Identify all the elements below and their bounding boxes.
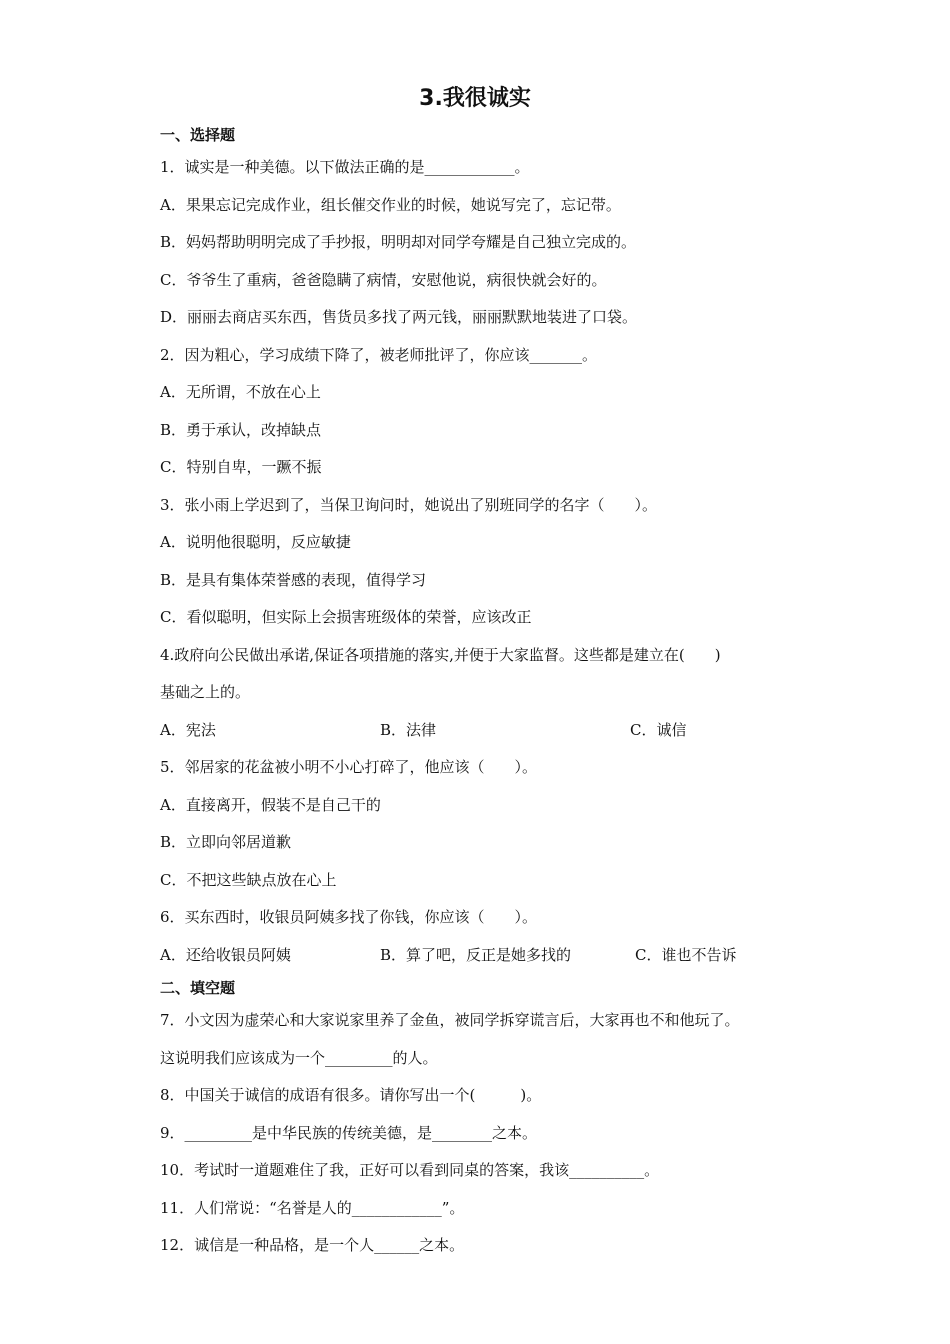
question-2-option-b: B．勇于承认，改掉缺点: [160, 420, 322, 439]
section-heading-fill-blank: 二、填空题: [160, 979, 236, 997]
question-8: 8．中国关于诚信的成语有很多。请你写出一个( )。: [160, 1086, 542, 1104]
question-3-option-c: C．看似聪明，但实际上会损害班级体的荣誉，应该改正: [160, 608, 532, 626]
question-3-stem: 3．张小雨上学迟到了，当保卫询问时，她说出了别班同学的名字（ ）。: [160, 495, 658, 514]
question-7-line-2: 这说明我们应该成为一个_________的人。: [160, 1048, 438, 1067]
question-4-option-a: A．宪法: [160, 720, 216, 739]
worksheet-content: [160, 121, 820, 1265]
question-5-option-b: B．立即向邻居道歉: [160, 833, 292, 851]
question-6-options: [160, 937, 820, 975]
question-1-option-d: D．丽丽去商店买东西，售货员多找了两元钱，丽丽默默地装进了口袋。: [160, 308, 638, 326]
question-5-option-c: C．不把这些缺点放在心上: [160, 870, 337, 889]
question-4-option-b: B．法律: [380, 720, 437, 739]
question-4-stem-line-2: 基础之上的。: [160, 683, 251, 701]
question-6-option-a: A．还给收银员阿姨: [160, 945, 291, 964]
question-12: 12．诚信是一种品格，是一个人______之本。: [160, 1236, 465, 1254]
question-6-option-c: C．谁也不告诉: [635, 945, 737, 964]
question-9: 9．_________是中华民族的传统美德，是________之本。: [160, 1123, 538, 1142]
question-1-stem: 1．诚实是一种美德。以下做法正确的是____________。: [160, 158, 530, 176]
question-11: 11．人们常说：“名誉是人的____________”。: [160, 1198, 465, 1217]
question-2-option-a: A．无所谓，不放在心上: [160, 383, 321, 401]
question-10: 10．考试时一道题难住了我，正好可以看到同桌的答案，我该__________。: [160, 1161, 660, 1179]
question-6-stem: 6．买东西时，收银员阿姨多找了你钱，你应该（ ）。: [160, 908, 538, 926]
question-1-option-b: B．妈妈帮助明明完成了手抄报，明明却对同学夸耀是自己独立完成的。: [160, 233, 637, 251]
question-3-option-a: A．说明他很聪明，反应敏捷: [160, 533, 351, 551]
question-4-option-c: C．诚信: [630, 720, 687, 739]
question-5-option-a: A．直接离开，假装不是自己干的: [160, 795, 381, 814]
question-1-option-c: C．爷爷生了重病，爸爸隐瞒了病情，安慰他说，病很快就会好的。: [160, 270, 607, 289]
question-7-line-1: 7．小文因为虚荣心和大家说家里养了金鱼，被同学拆穿谎言后，大家再也不和他玩了。: [160, 1011, 740, 1029]
section-heading-choice: 一、选择题: [160, 126, 236, 144]
question-4-stem-line-1: 4.政府向公民做出承诺,保证各项措施的落实,并便于大家监督。这些都是建立在( ): [160, 645, 721, 664]
question-2-option-c: C．特别自卑，一蹶不振: [160, 458, 322, 476]
question-3-option-b: B．是具有集体荣誉感的表现，值得学习: [160, 570, 427, 589]
page-title: 3.我很诚实: [419, 86, 531, 111]
question-6-option-b: B．算了吧，反正是她多找的: [380, 945, 572, 964]
question-5-stem: 5．邻居家的花盆被小明不小心打碎了，他应该（ ）。: [160, 758, 538, 776]
question-1-option-a: A．果果忘记完成作业，组长催交作业的时候，她说写完了，忘记带。: [160, 195, 621, 214]
question-2-stem: 2．因为粗心，学习成绩下降了，被老师批评了，你应该_______。: [160, 345, 598, 364]
question-4-options: [160, 712, 820, 750]
